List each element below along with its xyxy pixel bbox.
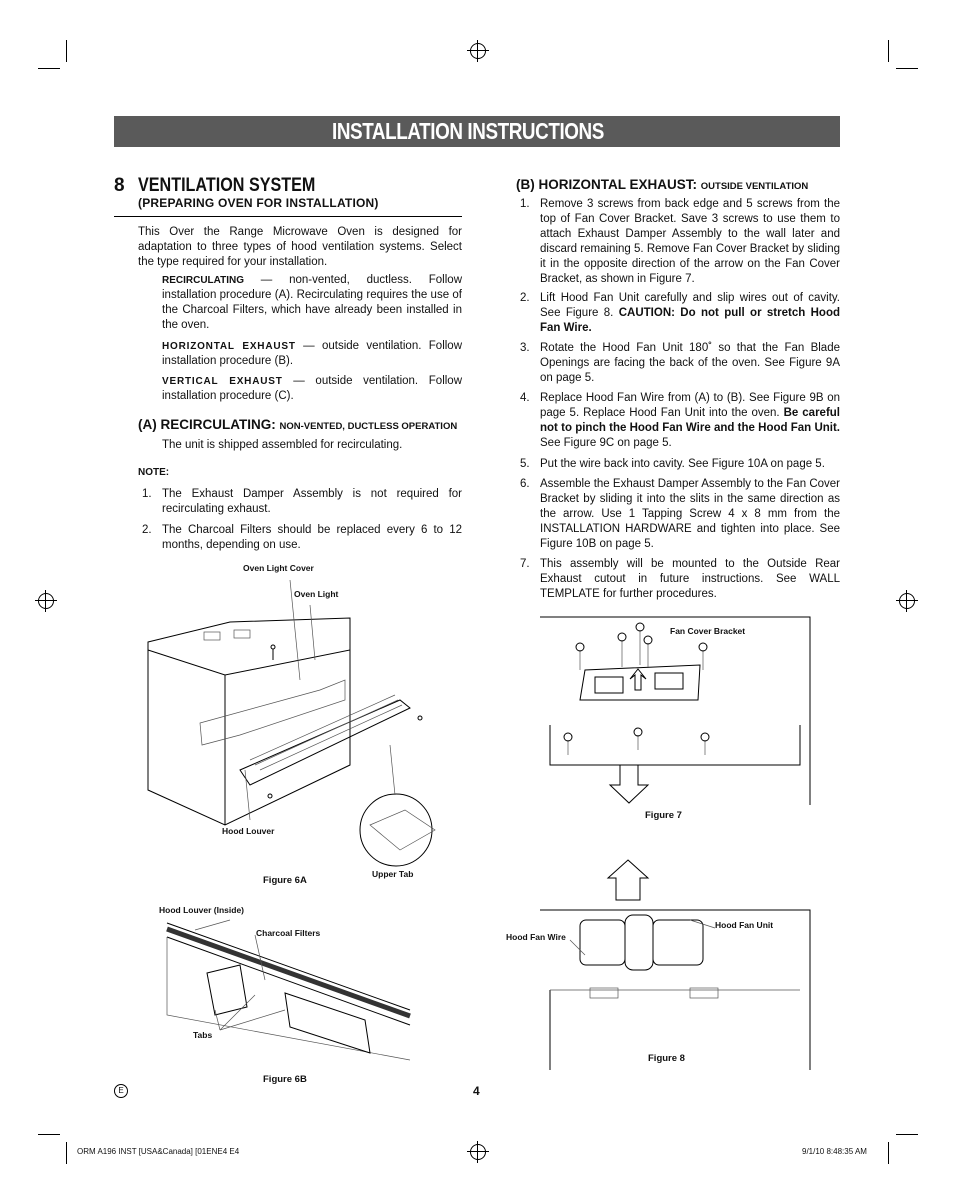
step-item	[520, 341, 840, 389]
step-item	[520, 557, 840, 605]
type-text: — outside ventilation. Follow installation procedure (B).	[162, 340, 463, 367]
step-item	[520, 391, 840, 453]
label-upper-tab: Upper Tab	[372, 869, 414, 879]
label-fan-cover-bracket: Fan Cover Bracket	[670, 626, 746, 636]
step-item	[520, 197, 840, 289]
note-label: NOTE:	[138, 467, 170, 478]
crop-mark	[38, 68, 60, 69]
figure-6a-illustration	[140, 560, 470, 880]
part-a-heading-small: NON-VENTED, DUCTLESS OPERATION	[279, 421, 458, 432]
note-item	[142, 523, 462, 555]
caption-figure-8: Figure 8	[648, 1053, 685, 1064]
step-number: 4.	[520, 392, 530, 404]
figure-8-illustration	[540, 860, 810, 1070]
step-number: 6.	[520, 478, 530, 490]
step-text: This assembly will be mounted to the Outside Rear Exhaust cutout in future instructions. See WALL TEMPLATE for further procedures.	[540, 558, 840, 600]
note-text: The Charcoal Filters should be replaced every 6 to 12 months, depending on use.	[162, 524, 462, 551]
caption-figure-6a: Figure 6A	[263, 875, 307, 886]
section-subtitle: (PREPARING OVEN FOR INSTALLATION)	[138, 196, 379, 210]
step-number: 3.	[520, 342, 530, 354]
registration-mark-icon	[470, 1144, 486, 1160]
registration-mark-icon	[38, 593, 54, 609]
section-number: 8	[114, 175, 125, 196]
step-text: Replace Hood Fan Wire from (A) to (B). See Figure 9B on page 5. Replace Hood Fan Unit into the oven.	[540, 392, 840, 419]
step-body	[540, 291, 840, 336]
step-item	[520, 457, 840, 473]
registration-mark-icon	[470, 43, 486, 59]
type-text: — outside ventilation. Follow installation procedure (C).	[162, 375, 463, 402]
step-text: Put the wire back into cavity. See Figure 10A on page 5.	[540, 458, 825, 470]
crop-mark	[66, 1142, 67, 1164]
step-item	[520, 291, 840, 339]
figure-7-illustration	[540, 615, 810, 805]
part-a-heading	[138, 417, 457, 432]
type-recirculating	[162, 273, 462, 333]
step-number: 2.	[520, 292, 530, 304]
crop-mark	[888, 40, 889, 62]
crop-mark	[888, 1142, 889, 1164]
part-a-text: The unit is shipped assembled for recirculating.	[162, 439, 403, 451]
label-charcoal-filters: Charcoal Filters	[256, 928, 321, 938]
step-text-after: See Figure 9C on page 5.	[540, 437, 672, 449]
note-number: 1.	[142, 488, 152, 500]
type-label: VERTICAL EXHAUST	[162, 376, 283, 387]
banner-title: INSTALLATION INSTRUCTIONS	[332, 118, 604, 144]
step-text: Remove 3 screws from back edge and 5 screws from the top of Fan Cover Bracket. Save 3 screws to use them to attach Exhaust Damper Assembly to the wall later and discard remaining 5. Remove Fan Cover Bracket by sliding it in the opposite direction of the arrow on the Fan Cover Bracket, as shown in Figure 7.	[540, 198, 840, 285]
section-intro: This Over the Range Microwave Oven is designed for adaptation to three types of hood ventilation systems. Select the type required for your installation.	[138, 226, 462, 268]
type-text: — non-vented, ductless. Follow installation procedure (A). Recirculating requires the use of the Charcoal Filters, which have already been installed in the oven.	[162, 274, 462, 331]
step-text: Assemble the Exhaust Damper Assembly to the Fan Cover Bracket by sliding it into the slits in the same direction as the arrow. Use 1 Tapping Screw 4 x 8 mm from the INSTALLATION HARDWARE and tighten into place. See Figure 10B on page 5.	[540, 478, 840, 550]
part-a-heading-text: (A) RECIRCULATING:	[138, 417, 276, 432]
step-number: 7.	[520, 558, 530, 570]
crop-mark	[38, 1134, 60, 1135]
section-rule	[114, 216, 462, 217]
type-horizontal	[162, 339, 462, 369]
caption-figure-7: Figure 7	[645, 810, 682, 821]
crop-mark	[896, 68, 918, 69]
section-title: VENTILATION SYSTEM	[138, 175, 316, 196]
crop-mark	[66, 40, 67, 62]
note-item	[142, 487, 462, 519]
caption-figure-6b: Figure 6B	[263, 1074, 307, 1085]
footer-file-name: ORM A196 INST [USA&Canada] [01ENE4 E4	[77, 1147, 240, 1156]
footer-timestamp: 9/1/10 8:48:35 AM	[802, 1147, 867, 1156]
language-mark: E	[114, 1084, 128, 1098]
label-hood-louver: Hood Louver	[222, 826, 275, 836]
page-number: 4	[473, 1084, 480, 1098]
label-oven-light: Oven Light	[294, 589, 339, 599]
type-label: HORIZONTAL EXHAUST	[162, 341, 296, 352]
part-b-heading-text: (B) HORIZONTAL EXHAUST:	[516, 177, 697, 192]
label-hood-fan-unit: Hood Fan Unit	[715, 920, 774, 930]
crop-mark	[896, 1134, 918, 1135]
step-body	[540, 391, 840, 451]
label-oven-light-cover: Oven Light Cover	[243, 563, 314, 573]
type-label: RECIRCULATING	[162, 275, 245, 286]
page-banner	[114, 116, 840, 147]
type-vertical	[162, 374, 462, 404]
label-hood-louver-inside: Hood Louver (Inside)	[159, 905, 244, 915]
step-item	[520, 477, 840, 555]
step-caution: Be careful not to pinch the Hood Fan Wire and the Hood Fan Unit.	[540, 407, 841, 434]
step-number: 1.	[520, 198, 530, 210]
note-text: The Exhaust Damper Assembly is not required for recirculating exhaust.	[162, 488, 462, 515]
step-text: Lift Hood Fan Unit carefully and slip wires out of cavity. See Figure 8.	[540, 292, 840, 319]
label-tabs: Tabs	[193, 1030, 213, 1040]
step-text: Rotate the Hood Fan Unit 180˚ so that the Fan Blade Openings are facing the back of the oven. See Figure 9A on page 5.	[540, 342, 840, 384]
note-number: 2.	[142, 524, 152, 536]
step-number: 5.	[520, 458, 530, 470]
step-caution: CAUTION: Do not pull or stretch Hood Fan Wire.	[540, 307, 840, 334]
registration-mark-icon	[899, 593, 915, 609]
part-b-heading	[516, 177, 808, 192]
label-hood-fan-wire: Hood Fan Wire	[506, 932, 566, 942]
part-b-heading-small: OUTSIDE VENTILATION	[700, 181, 809, 192]
